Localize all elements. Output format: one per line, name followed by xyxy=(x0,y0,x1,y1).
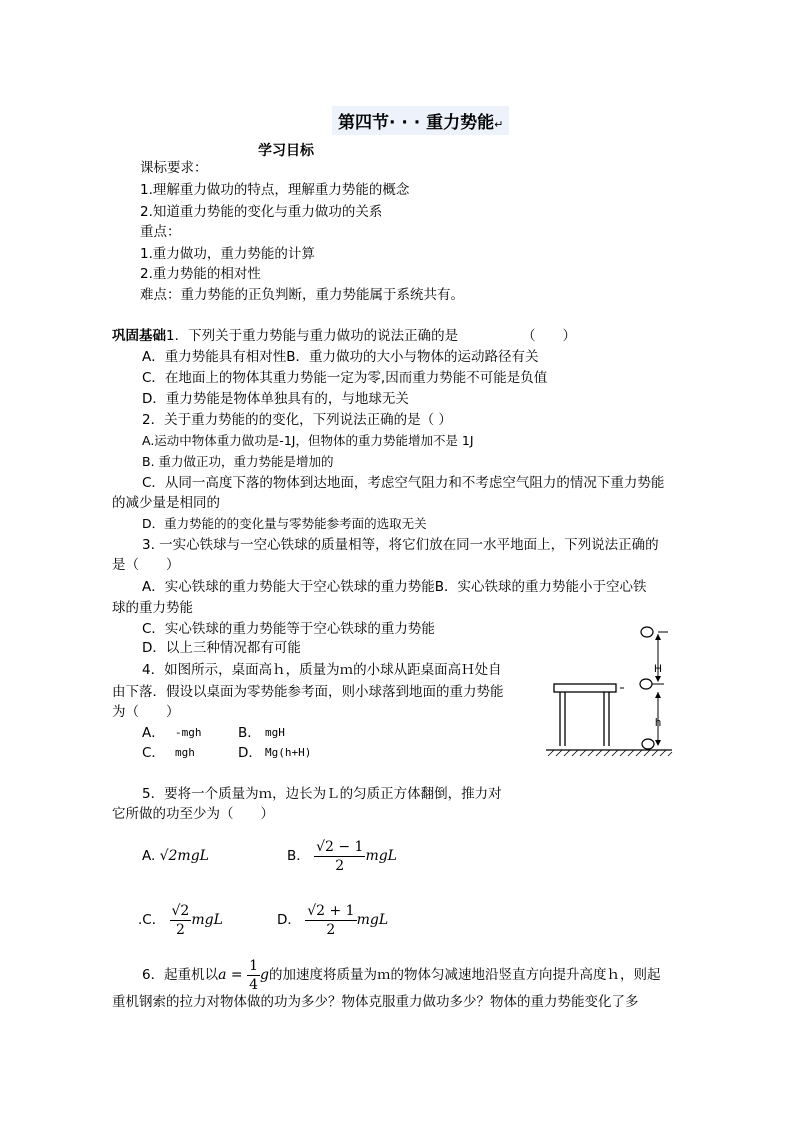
question-4-stem-cont2: 为（ ） xyxy=(112,704,180,720)
goal-line: 课标要求： xyxy=(140,160,208,176)
q2-option-c: C．从同一高度下落的物体到达地面，考虑空气阻力和不考虑空气阻力的情况下重力势能 xyxy=(142,475,665,491)
question-6-stem-cont: 重机钢索的拉力对物体做的功为多少？物体克服重力做功多少？物体的重力势能变化了多 xyxy=(112,994,639,1010)
goal-line: 2.知道重力势能的变化与重力做功的关系 xyxy=(140,204,383,220)
question-2-stem: 2．关于重力势能的的变化，下列说法正确的是（ ） xyxy=(142,412,452,428)
q4-option-b-value: mgH xyxy=(265,726,285,739)
q2-option-c-cont: 的减少量是相同的 xyxy=(112,495,220,511)
q4-option-a-value: -mgh xyxy=(175,726,202,739)
q1-option-ab: A．重力势能具有相对性B．重力做功的大小与物体的运动路径有关 xyxy=(142,349,539,365)
label-H: H xyxy=(654,663,662,675)
q3-option-ab-cont: 球的重力势能 xyxy=(112,600,193,616)
q2-option-b: B. 重力做正功，重力势能是增加的 xyxy=(142,454,334,469)
question-5-stem: 5．要将一个质量为ｍ，边长为Ｌ的匀质正方体翻倒，推力对 xyxy=(142,786,502,802)
q5-option-b: B． $\frac{√2 - 1}{2}$ mgL xyxy=(287,838,397,874)
question-3-stem-cont: 是（ ） xyxy=(112,557,180,573)
q4-option-d-label: D． xyxy=(238,745,262,761)
q5-option-a: A. √2mgL xyxy=(142,848,209,864)
learning-objectives-heading: 学习目标 xyxy=(258,143,314,159)
table-top xyxy=(554,684,616,692)
q4-option-b-label: B． xyxy=(238,725,261,741)
label-h: h xyxy=(655,717,662,729)
goal-line: 1.重力做功，重力势能的计算 xyxy=(140,246,315,262)
q3-option-ab: A．实心铁球的重力势能大于空心铁球的重力势能B．实心铁球的重力势能小于空心铁 xyxy=(142,579,647,595)
answer-paren: （ ） xyxy=(522,328,576,344)
q3-option-d: D．以上三种情况都有可能 xyxy=(142,640,301,656)
q4-option-c-value: mgh xyxy=(175,746,195,759)
q1-option-d: D．重力势能是物体单独具有的，与地球无关 xyxy=(142,391,409,407)
q5-option-c: .C． $\frac{√2}{2}$ mgL xyxy=(138,902,223,938)
question-5-stem-cont: 它所做的功至少为（ ） xyxy=(112,806,274,822)
goal-line: 1.理解重力做功的特点，理解重力势能的概念 xyxy=(140,182,410,198)
goal-line: 2.重力势能的相对性 xyxy=(140,266,261,282)
goal-line: 难点：重力势能的正负判断，重力势能属于系统共有。 xyxy=(140,287,464,303)
ground-hatching xyxy=(548,750,672,756)
q3-option-c: C．实心铁球的重力势能等于空心铁球的重力势能 xyxy=(142,621,435,637)
question-6-stem: 6．起重机以a = $\frac{1}{4}$ g的加速度将质量为ｍ的物体匀减速地沿竖直方向提升高度ｈ，则起 xyxy=(142,957,661,993)
ball-ground xyxy=(642,739,654,749)
question-4-stem: 4．如图所示，桌面高ｈ，质量为ｍ的小球从距桌面高Ｈ处自 xyxy=(142,662,502,678)
ball-mid xyxy=(640,679,652,689)
q4-option-d-value: Mg(h+H) xyxy=(265,746,312,759)
q1-option-c: C．在地面上的物体其重力势能一定为零,因而重力势能不可能是负值 xyxy=(142,370,548,386)
q5-option-d: D． $\frac{√2 + 1}{2}$ mgL xyxy=(277,902,389,938)
section-label: 巩固基础 xyxy=(112,328,166,344)
q2-option-d: D．重力势能的的变化量与零势能参考面的选取无关 xyxy=(142,516,427,531)
q2-option-a: A.运动中物体重力做功是-1J，但物体的重力势能增加不是 1J xyxy=(142,433,474,448)
table-ball-diagram xyxy=(540,620,680,760)
question-1-stem: 巩固基础1．下列关于重力势能与重力做功的说法正确的是 xyxy=(112,328,459,344)
question-3-stem: 3. 一实心铁球与一空心铁球的质量相等，将它们放在同一水平地面上，下列说法正确的 xyxy=(142,537,659,553)
page-title: 第四节· · · 重力势能↵ xyxy=(332,106,509,135)
q4-option-c-label: C． xyxy=(142,745,165,761)
goal-line: 重点： xyxy=(140,224,181,240)
q4-option-a-label: A． xyxy=(142,725,165,741)
ball-top xyxy=(641,627,653,637)
question-4-stem-cont: 由下落．假设以桌面为零势能参考面，则小球落到地面的重力势能 xyxy=(112,684,504,700)
